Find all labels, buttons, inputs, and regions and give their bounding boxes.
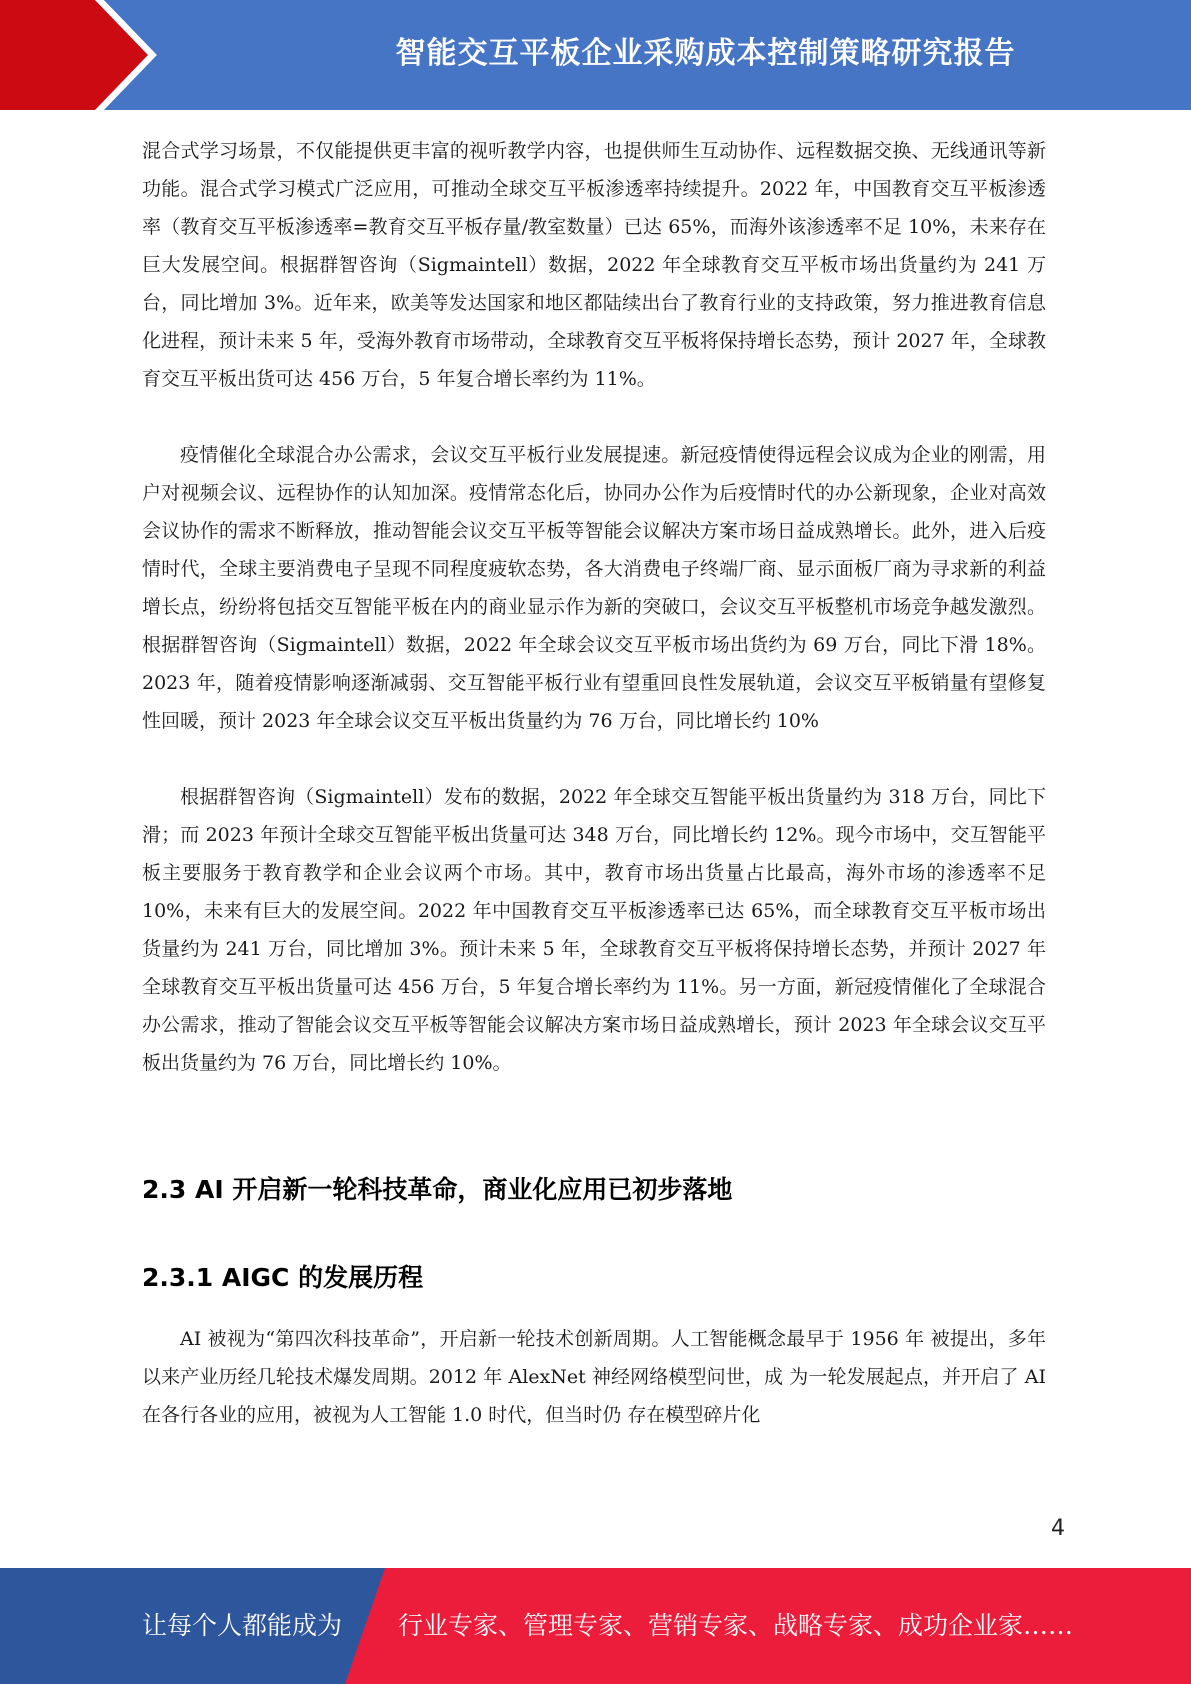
body-paragraph-2: 疫情催化全球混合办公需求，会议交互平板行业发展提速。新冠疫情使得远程会议成为企业的刚需，用户对视频会议、远程协作的认知加深。疫情常态化后，协同办公作为后疫情时代的办公新现象，企业对高效会议协作的需求不断释放，推动智能会议交互平板等智能会议解决方案市场日益成熟增长。此外，进入后疫情时代，全球主要消费电子呈现不同程度疲软态势，各大消费电子终端厂商、显示面板厂商为寻求新的利益增长点，纷纷将包括交互智能平板在内的商业显示作为新的突破口，会议交互平板整机市场竞争越发激烈。根据群智咨询（Sigmaintell）数据，2022 年全球会议交互平板市场出货约为 69 万台，同比下滑 18%。2023 年，随着疫情影响逐渐减弱、交互智能平板行业有望重回良性发展轨道，会议交互平板销量有望修复性回暖，预计 2023 年全球会议交互平板出货量约为 76 万台，同比增长约 10% bbox=[142, 444, 1046, 732]
footer-slogan-right: 行业专家、管理专家、营销专家、战略专家、成功企业家…… bbox=[398, 1611, 1074, 1640]
document-body bbox=[142, 132, 1046, 1434]
header-arrow-decoration bbox=[0, 0, 240, 110]
section-heading-2-3-1: 2.3.1 AIGC 的发展历程 bbox=[142, 1263, 424, 1292]
footer-slogan-left: 让每个人都能成为 bbox=[142, 1611, 343, 1640]
section-heading-2-3: 2.3 AI 开启新一轮科技革命，商业化应用已初步落地 bbox=[142, 1175, 733, 1204]
body-paragraph-3: 根据群智咨询（Sigmaintell）发布的数据，2022 年全球交互智能平板出货量约为 318 万台，同比下滑；而 2023 年预计全球交互智能平板出货量可达 348 万台，同比增长约 12%。现今市场中，交互智能平板主要服务于教育教学和企业会议两个市场。其中，教育市场出货量占比最高，海外市场的渗透率不足 10%，未来有巨大的发展空间。2022 年中国教育交互平板渗透率已达 65%，而全球教育交互平板市场出货量约为 241 万台，同比增加 3%。预计未来 5 年，全球教育交互平板将保持增长态势，并预计 2027 年全球教育交互平板出货量可达 456 万台，5 年复合增长率约为 11%。另一方面，新冠疫情催化了全球混合办公需求，推动了智能会议交互平板等智能会议解决方案市场日益成熟增长，预计 2023 年全球会议交互平板出货量约为 76 万台，同比增长约 10%。 bbox=[142, 786, 1046, 1074]
page-footer bbox=[0, 1568, 1191, 1684]
body-paragraph-4: AI 被视为“第四次科技革命”，开启新一轮技术创新周期。人工智能概念最早于 1956 年 被提出，多年以来产业历经几轮技术爆发周期。2012 年 AlexNet 神经网络模型问世，成 为一轮发展起点，并开启了 AI 在各行各业的应用，被视为人工智能 1.0 时代，但当时仍 存在模型碎片化 bbox=[142, 1328, 1046, 1426]
page-header bbox=[0, 0, 1191, 110]
page-number: 4 bbox=[1051, 1516, 1065, 1541]
report-title: 智能交互平板企业采购成本控制策略研究报告 bbox=[395, 36, 1016, 71]
body-paragraph-1: 混合式学习场景，不仅能提供更丰富的视听教学内容，也提供师生互动协作、远程数据交换、无线通讯等新功能。混合式学习模式广泛应用，可推动全球交互平板渗透率持续提升。2022 年，中国教育交互平板渗透率（教育交互平板渗透率=教育交互平板存量/教室数量）已达 65%，而海外该渗透率不足 10%，未来存在巨大发展空间。根据群智咨询（Sigmaintell）数据，2022 年全球教育交互平板市场出货量约为 241 万台，同比增加 3%。近年来，欧美等发达国家和地区都陆续出台了教育行业的支持政策，努力推进教育信息化进程，预计未来 5 年，受海外教育市场带动，全球教育交互平板将保持增长态势，预计 2027 年，全球教育交互平板出货可达 456 万台，5 年复合增长率约为 11%。 bbox=[142, 140, 1046, 390]
